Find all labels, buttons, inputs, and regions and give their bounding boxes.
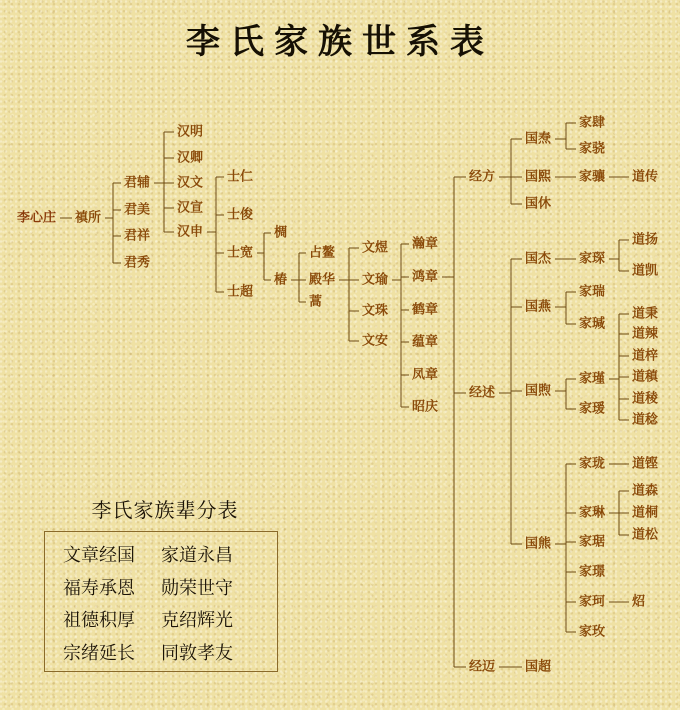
tree-node-label: 道稹 — [632, 369, 659, 385]
tree-node-label: 道森 — [632, 483, 659, 499]
tree-node-label: 汉卿 — [177, 150, 204, 166]
tree-node-label: 国休 — [525, 196, 552, 212]
tree-node-label: 家琚 — [579, 534, 606, 550]
tree-node-label: 昭庆 — [412, 399, 439, 415]
tree-node-label: 道桐 — [632, 505, 659, 521]
tree-node-label: 国熊 — [525, 536, 552, 552]
tree-node-label: 瀚章 — [412, 236, 439, 252]
tree-node-label: 椿 — [274, 272, 288, 288]
tree-node-label: 国煦 — [525, 383, 552, 399]
tree-node-label: 家玫 — [579, 624, 606, 640]
tree-node-label: 道松 — [632, 527, 659, 543]
tree-node-label: 家琛 — [579, 251, 606, 267]
tree-node-label: 文瑜 — [362, 272, 389, 288]
tree-node-label: 殿华 — [309, 272, 336, 288]
tree-node-label: 家琳 — [579, 505, 606, 521]
tree-node-label: 国熙 — [525, 169, 552, 185]
tree-node-label: 国超 — [525, 659, 552, 675]
tree-node-label: 汉明 — [177, 124, 204, 140]
tree-node-label: 经迈 — [469, 659, 496, 675]
generation-table — [44, 531, 278, 672]
tree-node-label: 国焘 — [525, 131, 552, 147]
tree-node-label: 鹤章 — [412, 302, 439, 318]
page-title: 李氏家族世系表 — [186, 22, 494, 62]
tree-node-label: 家骧 — [579, 169, 606, 185]
tree-node-label: 士超 — [227, 284, 254, 300]
tree-node-label: 君秀 — [124, 255, 151, 271]
tree-node-label: 士宽 — [227, 245, 254, 261]
tree-node-label: 文珠 — [362, 303, 389, 319]
tree-node-label: 经方 — [469, 169, 496, 185]
tree-node-label: 家瑞 — [579, 284, 606, 300]
tree-node-label: 家珑 — [579, 456, 606, 472]
tree-node-label: 文煜 — [362, 240, 389, 256]
generation-cell: 家道永昌 — [161, 545, 233, 566]
generation-cell: 宗绪延长 — [63, 642, 135, 664]
tree-node-label: 占鳌 — [309, 245, 336, 261]
generation-cell: 同敦孝友 — [161, 642, 233, 664]
tree-node-label: 李心庄 — [17, 210, 57, 226]
generation-row — [63, 605, 277, 638]
tree-node-label: 道辣 — [632, 326, 659, 342]
tree-node-label: 君辅 — [124, 175, 151, 191]
tree-node-label: 道稔 — [632, 412, 659, 428]
generation-cell: 克绍辉光 — [161, 610, 233, 631]
tree-node-label: 蕴章 — [412, 334, 439, 350]
tree-node-label: 汉文 — [177, 175, 204, 191]
generation-row — [63, 540, 277, 573]
tree-node-label: 文安 — [362, 333, 389, 349]
tree-node-label: 道凯 — [632, 263, 659, 279]
tree-node-label: 经述 — [469, 385, 496, 401]
generation-row — [63, 573, 277, 606]
tree-node-label: 君美 — [124, 202, 151, 218]
tree-node-label: 国杰 — [525, 251, 552, 267]
tree-node-label: 家骁 — [579, 141, 606, 157]
tree-node-label: 家珂 — [579, 594, 606, 610]
tree-node-label: 家璟 — [579, 564, 606, 580]
tree-node-label: 道铿 — [632, 456, 659, 472]
tree-node-label: 汉申 — [177, 224, 204, 240]
tree-node-label: 家肆 — [579, 115, 606, 131]
tree-node-label: 道扬 — [632, 232, 659, 248]
tree-node-label: 道秉 — [632, 306, 659, 322]
generation-cell: 祖德积厚 — [63, 610, 135, 631]
tree-node-label: 君祥 — [124, 228, 151, 244]
tree-node-label: 蒿 — [309, 294, 323, 310]
tree-node-label: 凤章 — [412, 367, 439, 383]
tree-node-label: 鸿章 — [412, 269, 439, 285]
generation-cell: 勋荣世守 — [161, 577, 233, 599]
tree-node-label: 道传 — [632, 169, 659, 185]
tree-node-label: 家瑗 — [579, 401, 606, 417]
tree-node-label: 禛所 — [75, 210, 102, 226]
tree-node-label: 家瑾 — [579, 371, 606, 387]
tree-node-label: 道梓 — [632, 348, 659, 364]
generation-row — [63, 638, 277, 671]
tree-node-label: 椆 — [274, 225, 288, 241]
tree-node-label: 道稜 — [632, 391, 659, 407]
tree-node-label: 士俊 — [227, 207, 254, 223]
tree-node-label: 汉宣 — [177, 200, 204, 216]
tree-node-label: 士仁 — [227, 169, 254, 185]
tree-node-label: 家瑊 — [579, 316, 606, 332]
tree-node-label: 炤 — [632, 594, 646, 610]
generation-cell: 福寿承恩 — [63, 577, 135, 599]
generation-cell: 文章经国 — [63, 545, 135, 566]
tree-node-label: 国燕 — [525, 299, 552, 315]
generation-table-title: 李氏家族辈分表 — [91, 498, 239, 522]
